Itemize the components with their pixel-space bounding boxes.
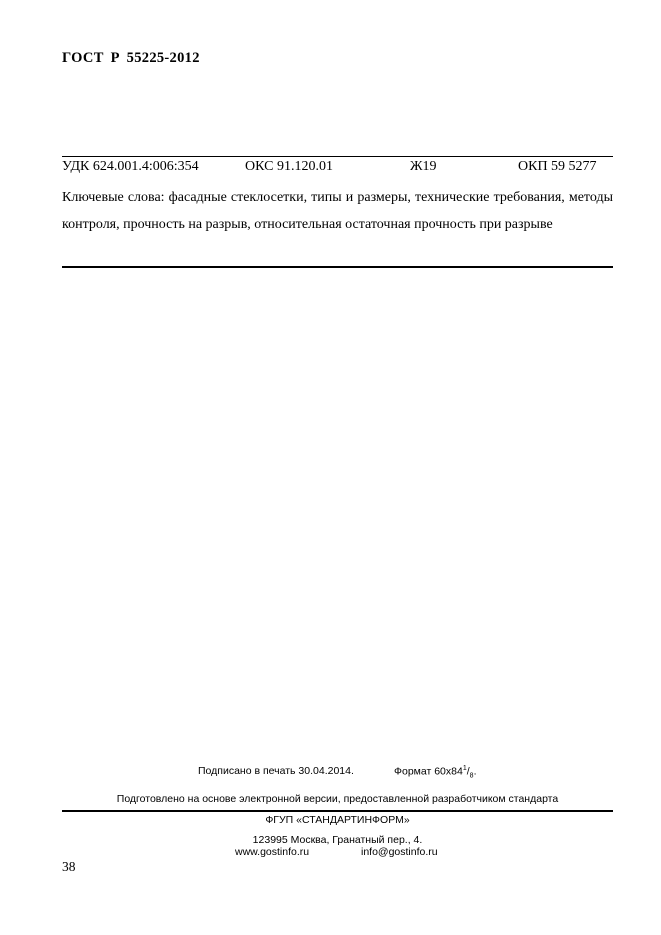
signed-date: Подписано в печать 30.04.2014. xyxy=(198,765,354,777)
format-label: Формат 60x84 xyxy=(394,765,463,778)
classification-codes xyxy=(62,159,613,179)
print-format: Формат $60x84^1/_8$. xyxy=(394,765,477,780)
keywords-divider xyxy=(62,266,613,268)
footer-divider xyxy=(62,810,613,812)
udk-code: УДК 624.001.4:006:354 xyxy=(62,159,199,174)
keywords-paragraph: Ключевые слова: фасадные стеклосетки, типы и размеры, технические требования, методы контроля, прочность на разрыв, относительная остаточная прочность при разрыве xyxy=(62,190,613,232)
top-divider xyxy=(62,156,613,157)
page-number: 38 xyxy=(62,859,76,874)
prepared-note: Подготовлено на основе электронной версии, предоставленной разработчиком стандарта xyxy=(116,793,559,805)
publisher-name: ФГУП «СТАНДАРТИНФОРМ» xyxy=(265,814,410,826)
format-denominator: 8 xyxy=(469,772,474,780)
oks-code: ОКС 91.120.01 xyxy=(245,159,333,174)
format-end: . xyxy=(473,765,477,778)
publisher-address: 123995 Москва, Гранатный пер., 4. xyxy=(252,834,423,846)
email-link[interactable]: info@gostinfo.ru xyxy=(361,846,438,858)
format-numerator: 1 xyxy=(462,765,467,772)
okp-code: ОКП 59 5277 xyxy=(518,159,597,174)
group-code: Ж19 xyxy=(410,159,437,174)
website-link[interactable]: www.gostinfo.ru xyxy=(235,846,310,858)
document-title: ГОСТ Р 55225-2012 xyxy=(62,50,200,66)
